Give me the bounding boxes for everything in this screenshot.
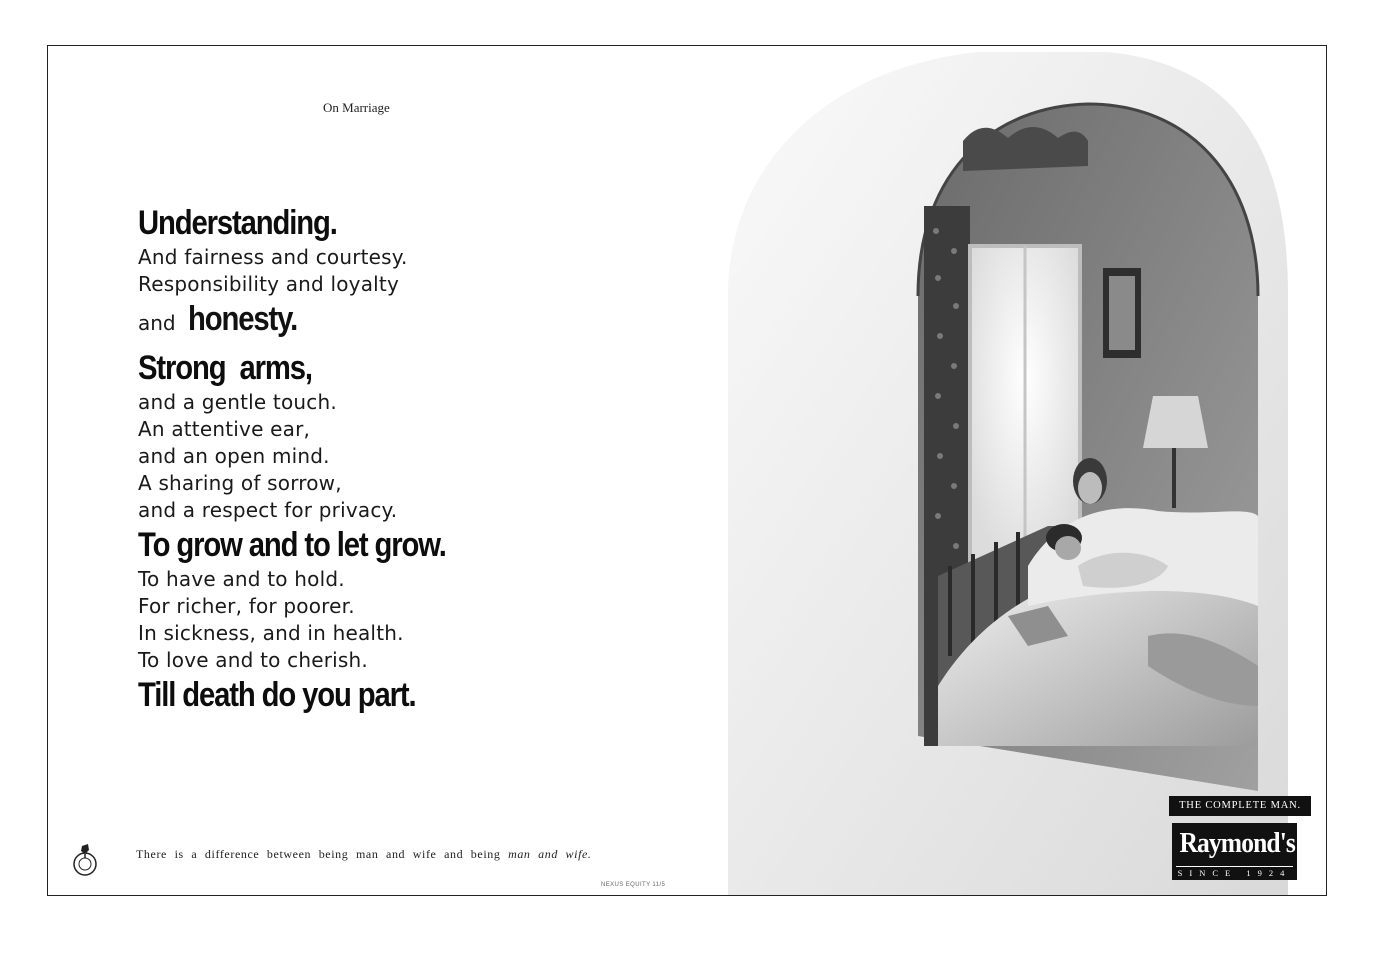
headline-honesty: honesty. <box>187 300 297 338</box>
poem-line: Responsibility and loyalty <box>138 272 400 296</box>
poem-line: For richer, for poorer. <box>138 594 355 618</box>
poem-line: and a gentle touch. <box>138 390 337 414</box>
raymonds-logo <box>1169 796 1311 880</box>
ad-page <box>47 45 1327 896</box>
poem-line: An attentive ear, <box>138 417 311 441</box>
poem-and-word: and <box>138 311 176 335</box>
poem-line: And fairness and courtesy. <box>138 245 408 269</box>
footer-tagline <box>136 847 592 862</box>
poem-line: In sickness, and in health. <box>138 621 404 645</box>
headline-understanding: Understanding. <box>138 204 337 242</box>
brand-since: SINCE 1924 <box>1177 868 1292 878</box>
ad-kicker: On Marriage <box>323 100 390 115</box>
poem-line: and a respect for privacy. <box>138 498 398 522</box>
couple-in-bed-photo <box>688 46 1327 896</box>
brand-slogan: THE COMPLETE MAN. <box>1169 796 1311 816</box>
poem-line: A sharing of sorrow, <box>138 471 342 495</box>
headline-grow: To grow and to let grow. <box>138 526 446 564</box>
tagline-italic: man and wife. <box>508 847 592 861</box>
poem-copy <box>138 202 608 716</box>
tagline-text: There is a difference between being man and wife and being <box>136 847 509 861</box>
logo-box <box>1172 823 1297 880</box>
poem-line: To love and to cherish. <box>138 648 368 672</box>
poem-line: and an open mind. <box>138 444 330 468</box>
poem-line-honesty <box>138 298 608 347</box>
brand-name: Raymond's <box>1179 827 1295 859</box>
headline-strong-arms: Strong arms, <box>138 349 312 387</box>
poem-line: To have and to hold. <box>138 567 345 591</box>
agency-credit: NEXUS EQUITY 11/5 <box>601 882 666 888</box>
emblem-icon <box>70 842 100 878</box>
headline-till-death: Till death do you part. <box>138 676 416 714</box>
